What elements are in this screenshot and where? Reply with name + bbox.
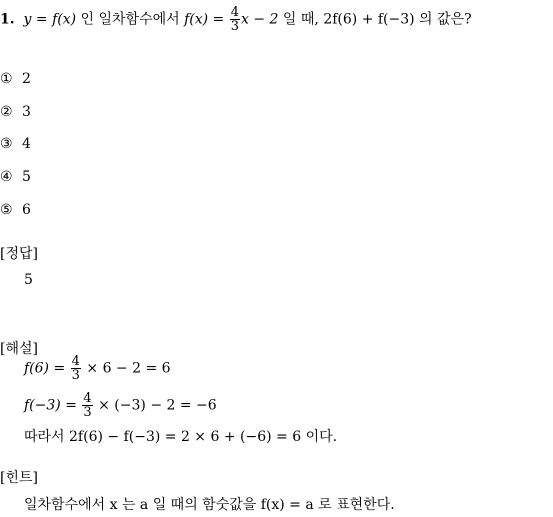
choice-4[interactable]: [0, 169, 31, 185]
hint-text: 일차함수에서 x 는 a 일 때의 함숫값을 f(x) = a 로 표현한다.: [24, 497, 395, 513]
question-text-1: 인 일차함수에서: [76, 11, 185, 28]
explanation-line-1-numerator: 4: [71, 354, 80, 369]
choice-3[interactable]: [0, 136, 31, 152]
explanation-line-2-denominator: 3: [83, 405, 92, 420]
question-number: 1.: [0, 11, 15, 28]
explanation-line-1-fraction: [71, 355, 81, 382]
explanation-line-3: 따라서 2f(6) − f(−3) = 2 × 6 + (−6) = 6 이다.: [24, 429, 338, 445]
choice-1[interactable]: [0, 71, 31, 87]
explanation-line-1-denominator: 3: [71, 368, 80, 383]
choice-1-value: 2: [22, 71, 31, 87]
choice-3-value: 4: [22, 136, 31, 152]
question-line: [0, 6, 472, 33]
explanation-line-2: [24, 392, 217, 419]
choice-5[interactable]: [0, 202, 31, 218]
question-func: f(x) =: [184, 11, 225, 28]
explanation-label: [해설]: [0, 341, 38, 357]
question-func-tail: x − 2: [241, 11, 279, 28]
question-fraction: [230, 6, 240, 33]
choice-5-mark: ⑤: [0, 202, 13, 218]
hint-label: [힌트]: [0, 470, 38, 486]
choice-3-mark: ③: [0, 136, 13, 152]
explanation-line-2-post: × (−3) − 2 = −6: [98, 397, 217, 414]
choice-2[interactable]: [0, 104, 31, 120]
explanation-line-1-post: × 6 − 2 = 6: [86, 360, 171, 377]
question-fraction-numerator: 4: [230, 5, 240, 20]
question-fraction-denominator: 3: [230, 19, 240, 34]
explanation-line-1-pre: f(6) =: [24, 360, 66, 377]
explanation-line-2-pre: f(−3) =: [24, 397, 77, 414]
choice-2-value: 3: [22, 104, 31, 120]
choice-4-mark: ④: [0, 169, 13, 185]
explanation-line-1: [24, 355, 171, 382]
choice-1-mark: ①: [0, 71, 13, 87]
question-expr-y: y = f(x): [23, 11, 77, 28]
choice-2-mark: ②: [0, 104, 13, 120]
question-text-2: 일 때, 2f(6) + f(−3) 의 값은?: [278, 11, 472, 28]
explanation-line-2-numerator: 4: [83, 391, 92, 406]
answer-label: [정답]: [0, 246, 38, 262]
explanation-line-2-fraction: [82, 392, 92, 419]
answer-value: 5: [24, 272, 33, 288]
choice-4-value: 5: [22, 169, 31, 185]
choice-5-value: 6: [22, 202, 31, 218]
